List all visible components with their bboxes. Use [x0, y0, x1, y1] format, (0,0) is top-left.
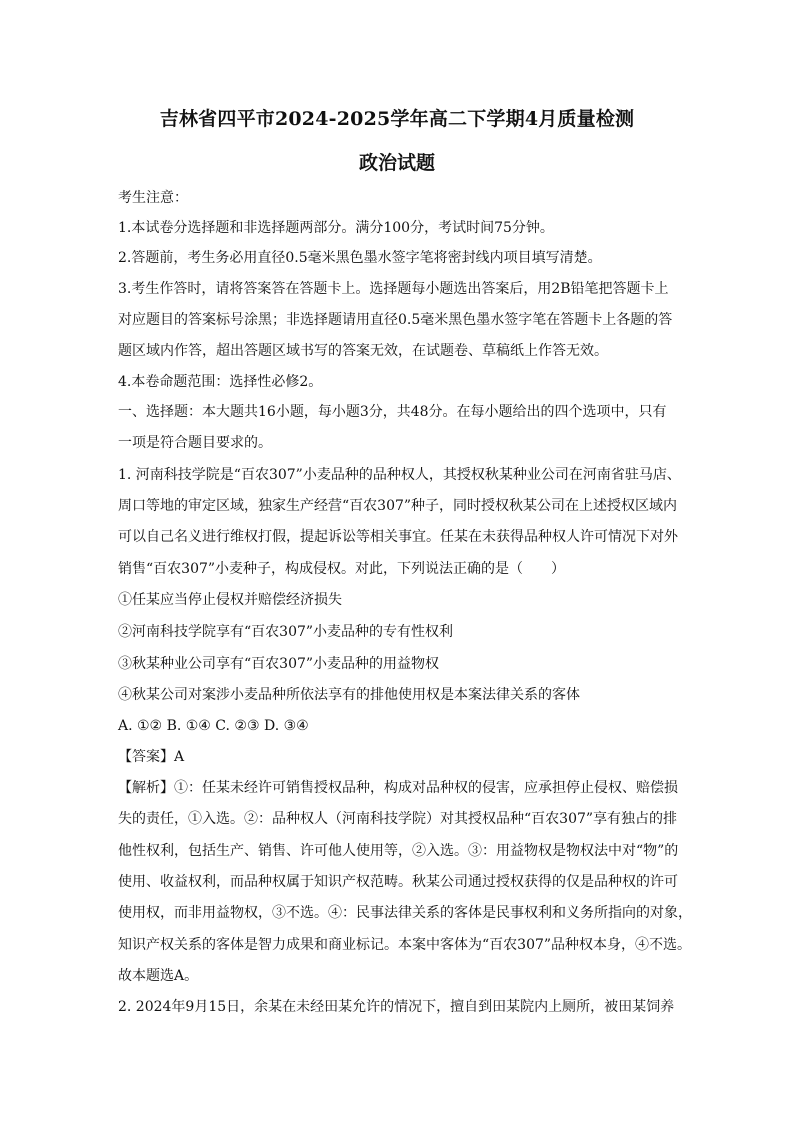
analysis-line-3: 他性权利，包括生产、销售、许可他人使用等，②入选。③：用益物权是物权法中对“物”的	[118, 843, 679, 859]
question-1-choices: A. ①② B. ①④ C. ②③ D. ③④	[118, 718, 309, 734]
question-1-line-3: 可以自己名义进行维权打假，提起诉讼等相关事宜。任某在未获得品种权人许可情况下对外	[118, 529, 678, 545]
document-subtitle: 政治试题	[358, 152, 435, 174]
analysis-line-1: 【解析】①：任某未经许可销售授权品种，构成对品种权的侵害，应承担停止侵权、赔偿损	[118, 780, 678, 796]
notice-item-4: 4.本卷命题范围：选择性必修2。	[118, 374, 323, 390]
section-heading-line-1: 一、选择题：本大题共16小题，每小题3分，共48分。在每小题给出的四个选项中，只有	[118, 404, 667, 420]
question-1-option-3: ③秋某种业公司享有“百农307”小麦品种的用益物权	[118, 656, 440, 672]
question-2-line-1: 2. 2024年9月15日，余某在未经田某允许的情况下，擅自到田某院内上厕所，被田某饲养	[118, 999, 675, 1015]
analysis-line-5: 使用权，而非用益物权，③不选。④：民事法律关系的客体是民事权利和义务所指向的对象，	[118, 905, 692, 921]
document-title: 吉林省四平市2024-2025学年高二下学期4月质量检测	[159, 108, 635, 130]
question-1-option-2: ②河南科技学院享有“百农307”小麦品种的专有性权利	[118, 624, 454, 640]
analysis-line-4: 使用、收益权利，而品种权属于知识产权范畴。秋某公司通过授权获得的仅是品种权的许可	[118, 874, 678, 890]
question-1-line-2: 周口等地的审定区域，独家生产经营“百农307”种子，同时授权秋某公司在上述授权区域内	[118, 498, 678, 514]
notice-item-3-line-1: 3.考生作答时，请将答案答在答题卡上。选择题每小题选出答案后，用2B铅笔把答题卡上	[118, 281, 669, 297]
question-1-option-1: ①任某应当停止侵权并赔偿经济损失	[118, 592, 342, 608]
notice-heading: 考生注意：	[118, 190, 188, 206]
question-1-line-4: 销售“百农307”小麦种子，构成侵权。对此，下列说法正确的是（ ）	[118, 561, 566, 577]
question-1-line-1: 1. 河南科技学院是“百农307”小麦品种的品种权人，其授权秋某种业公司在河南省驻马店、	[118, 467, 681, 483]
notice-item-2: 2.答题前，考生务必用直径0.5毫米黑色墨水签字笔将密封线内项目填写清楚。	[118, 250, 602, 266]
question-1-option-4: ④秋某公司对案涉小麦品种所依法享有的排他使用权是本案法律关系的客体	[118, 687, 580, 703]
analysis-line-2: 失的责任，①入选。②：品种权人（河南科技学院）对其授权品种“百农307”享有独占的排	[118, 811, 678, 827]
notice-item-1: 1.本试卷分选择题和非选择题两部分。满分100分，考试时间75分钟。	[118, 220, 554, 236]
notice-item-3-line-3: 题区域内作答，超出答题区域书写的答案无效，在试题卷、草稿纸上作答无效。	[118, 343, 608, 359]
answer-line: 【答案】A	[118, 749, 185, 765]
section-heading-line-2: 一项是符合题目要求的。	[118, 435, 272, 451]
analysis-line-7: 故本题选A。	[118, 968, 199, 984]
notice-item-3-line-2: 对应题目的答案标号涂黑；非选择题请用直径0.5毫米黑色墨水签字笔在答题卡上各题的答	[118, 312, 673, 328]
analysis-line-6: 知识产权关系的客体是智力成果和商业标记。本案中客体为“百农307”品种权本身，④不选。	[118, 937, 692, 953]
